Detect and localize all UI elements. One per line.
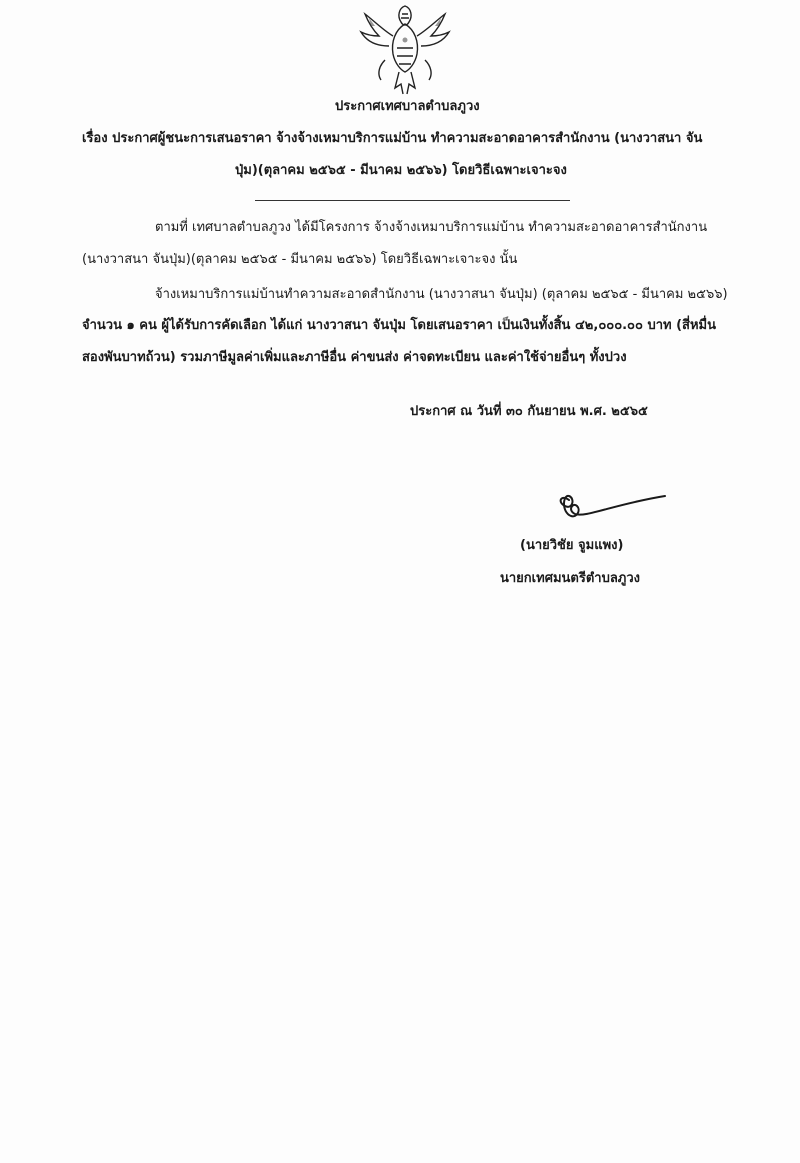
- announcement-date: ประกาศ ณ วันที่ ๓๐ กันยายน พ.ศ. ๒๕๖๕: [410, 404, 648, 419]
- garuda-emblem-icon: [355, 0, 455, 98]
- subject-label: เรื่อง: [82, 131, 108, 146]
- signer-name: (นายวิชัย จูมแพง): [520, 538, 624, 553]
- paragraph-2-line-3: สองพันบาทถ้วน) รวมภาษีมูลค่าเพิ่มและภาษีอื่น ค่าขนส่ง ค่าจดทะเบียน และค่าใช้จ่ายอื่นๆ ทั้งปวง: [82, 350, 627, 365]
- subject-line-1: [82, 131, 702, 147]
- paragraph-1-line-1: ตามที่ เทศบาลตำบลภูวง ได้มีโครงการ จ้างจ้างเหมาบริการแม่บ้าน ทำความสะอาดอาคารสำนักงาน: [155, 220, 708, 235]
- paragraph-2-line-2: จำนวน ๑ คน ผู้ได้รับการคัดเลือก ได้แก่ นางวาสนา จันปุ่ม โดยเสนอราคา เป็นเงินทั้งสิ้น ๔๒,๐๐๐.๐๐ บาท (สี่หมื่น: [82, 318, 717, 333]
- paragraph-2-line-1: จ้างเหมาบริการแม่บ้านทำความสะอาดสำนักงาน (นางวาสนา จันปุ่ม) (ตุลาคม ๒๕๖๕ - มีนาคม ๒๕๖๖): [155, 287, 728, 302]
- signature-icon: [555, 488, 670, 523]
- subject-text-1: ประกาศผู้ชนะการเสนอราคา จ้างจ้างเหมาบริการแม่บ้าน ทำความสะอาดอาคารสำนักงาน (นางวาสนา จัน: [112, 131, 703, 146]
- document-title: ประกาศเทศบาลตำบลภูวง: [335, 99, 480, 114]
- paragraph-1-line-2: (นางวาสนา จันปุ่ม)(ตุลาคม ๒๕๖๕ - มีนาคม ๒๕๖๖) โดยวิธีเฉพาะเจาะจง นั้น: [82, 252, 518, 267]
- subject-line-2: ปุ่ม)(ตุลาคม ๒๕๖๕ - มีนาคม ๒๕๖๖) โดยวิธีเฉพาะเจาะจง: [235, 163, 567, 178]
- signer-position: นายกเทศมนตรีตำบลภูวง: [500, 571, 640, 586]
- divider-line: [255, 200, 570, 201]
